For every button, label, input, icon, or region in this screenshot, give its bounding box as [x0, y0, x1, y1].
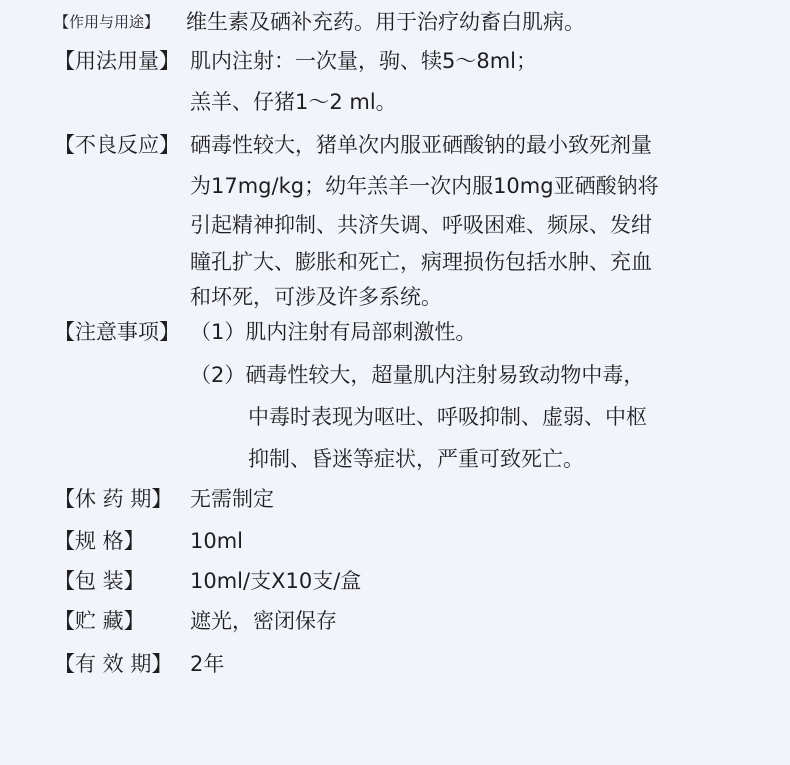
adverse-line-2: 为17mg/kg；幼年羔羊一次内服10mg亚硒酸钠将	[190, 174, 659, 198]
storage-value: 遮光，密闭保存	[190, 609, 337, 633]
precaution-item-2: （2）硒毒性较大，超量肌内注射易致动物中毒，	[190, 363, 645, 387]
section-label-specification: 【规 格】	[54, 529, 145, 553]
dosage-line-1: 肌内注射：一次量，驹、犊5～8ml；	[190, 49, 538, 73]
section-label-dosage: 【用法用量】	[54, 49, 180, 73]
section-label-adverse-reactions: 【不良反应】	[54, 133, 180, 157]
section-label-withdrawal-period: 【休 药 期】	[54, 487, 173, 511]
section-label-storage: 【贮 藏】	[54, 609, 145, 633]
adverse-line-1: 硒毒性较大，猪单次内服亚硒酸钠的最小致死剂量	[190, 133, 652, 157]
dosage-line-2: 羔羊、仔猪1～2 ml。	[190, 90, 397, 114]
adverse-line-4: 瞳孔扩大、膨胀和死亡，病理损伤包括水肿、充血	[190, 250, 652, 274]
precaution-item-2-cont-2: 抑制、昏迷等症状，严重可致死亡。	[248, 447, 584, 471]
adverse-line-3: 引起精神抑制、共济失调、呼吸困难、频尿、发绀	[190, 213, 652, 237]
expiry-value: 2年	[190, 652, 225, 676]
section-label-packaging: 【包 装】	[54, 569, 145, 593]
packaging-value: 10ml/支X10支/盒	[190, 569, 362, 593]
indications-text: 维生素及硒补充药。用于治疗幼畜白肌病。	[186, 10, 585, 34]
section-label-indications: 【作用与用途】	[54, 13, 160, 31]
precaution-item-1: （1）肌内注射有局部刺激性。	[190, 320, 477, 344]
precaution-item-2-cont-1: 中毒时表现为呕吐、呼吸抑制、虚弱、中枢	[248, 405, 647, 429]
specification-value: 10ml	[190, 529, 244, 553]
withdrawal-period-value: 无需制定	[190, 487, 274, 511]
section-label-precautions: 【注意事项】	[54, 320, 180, 344]
adverse-line-5: 和坏死，可涉及许多系统。	[190, 285, 442, 309]
section-label-expiry: 【有 效 期】	[54, 652, 173, 676]
